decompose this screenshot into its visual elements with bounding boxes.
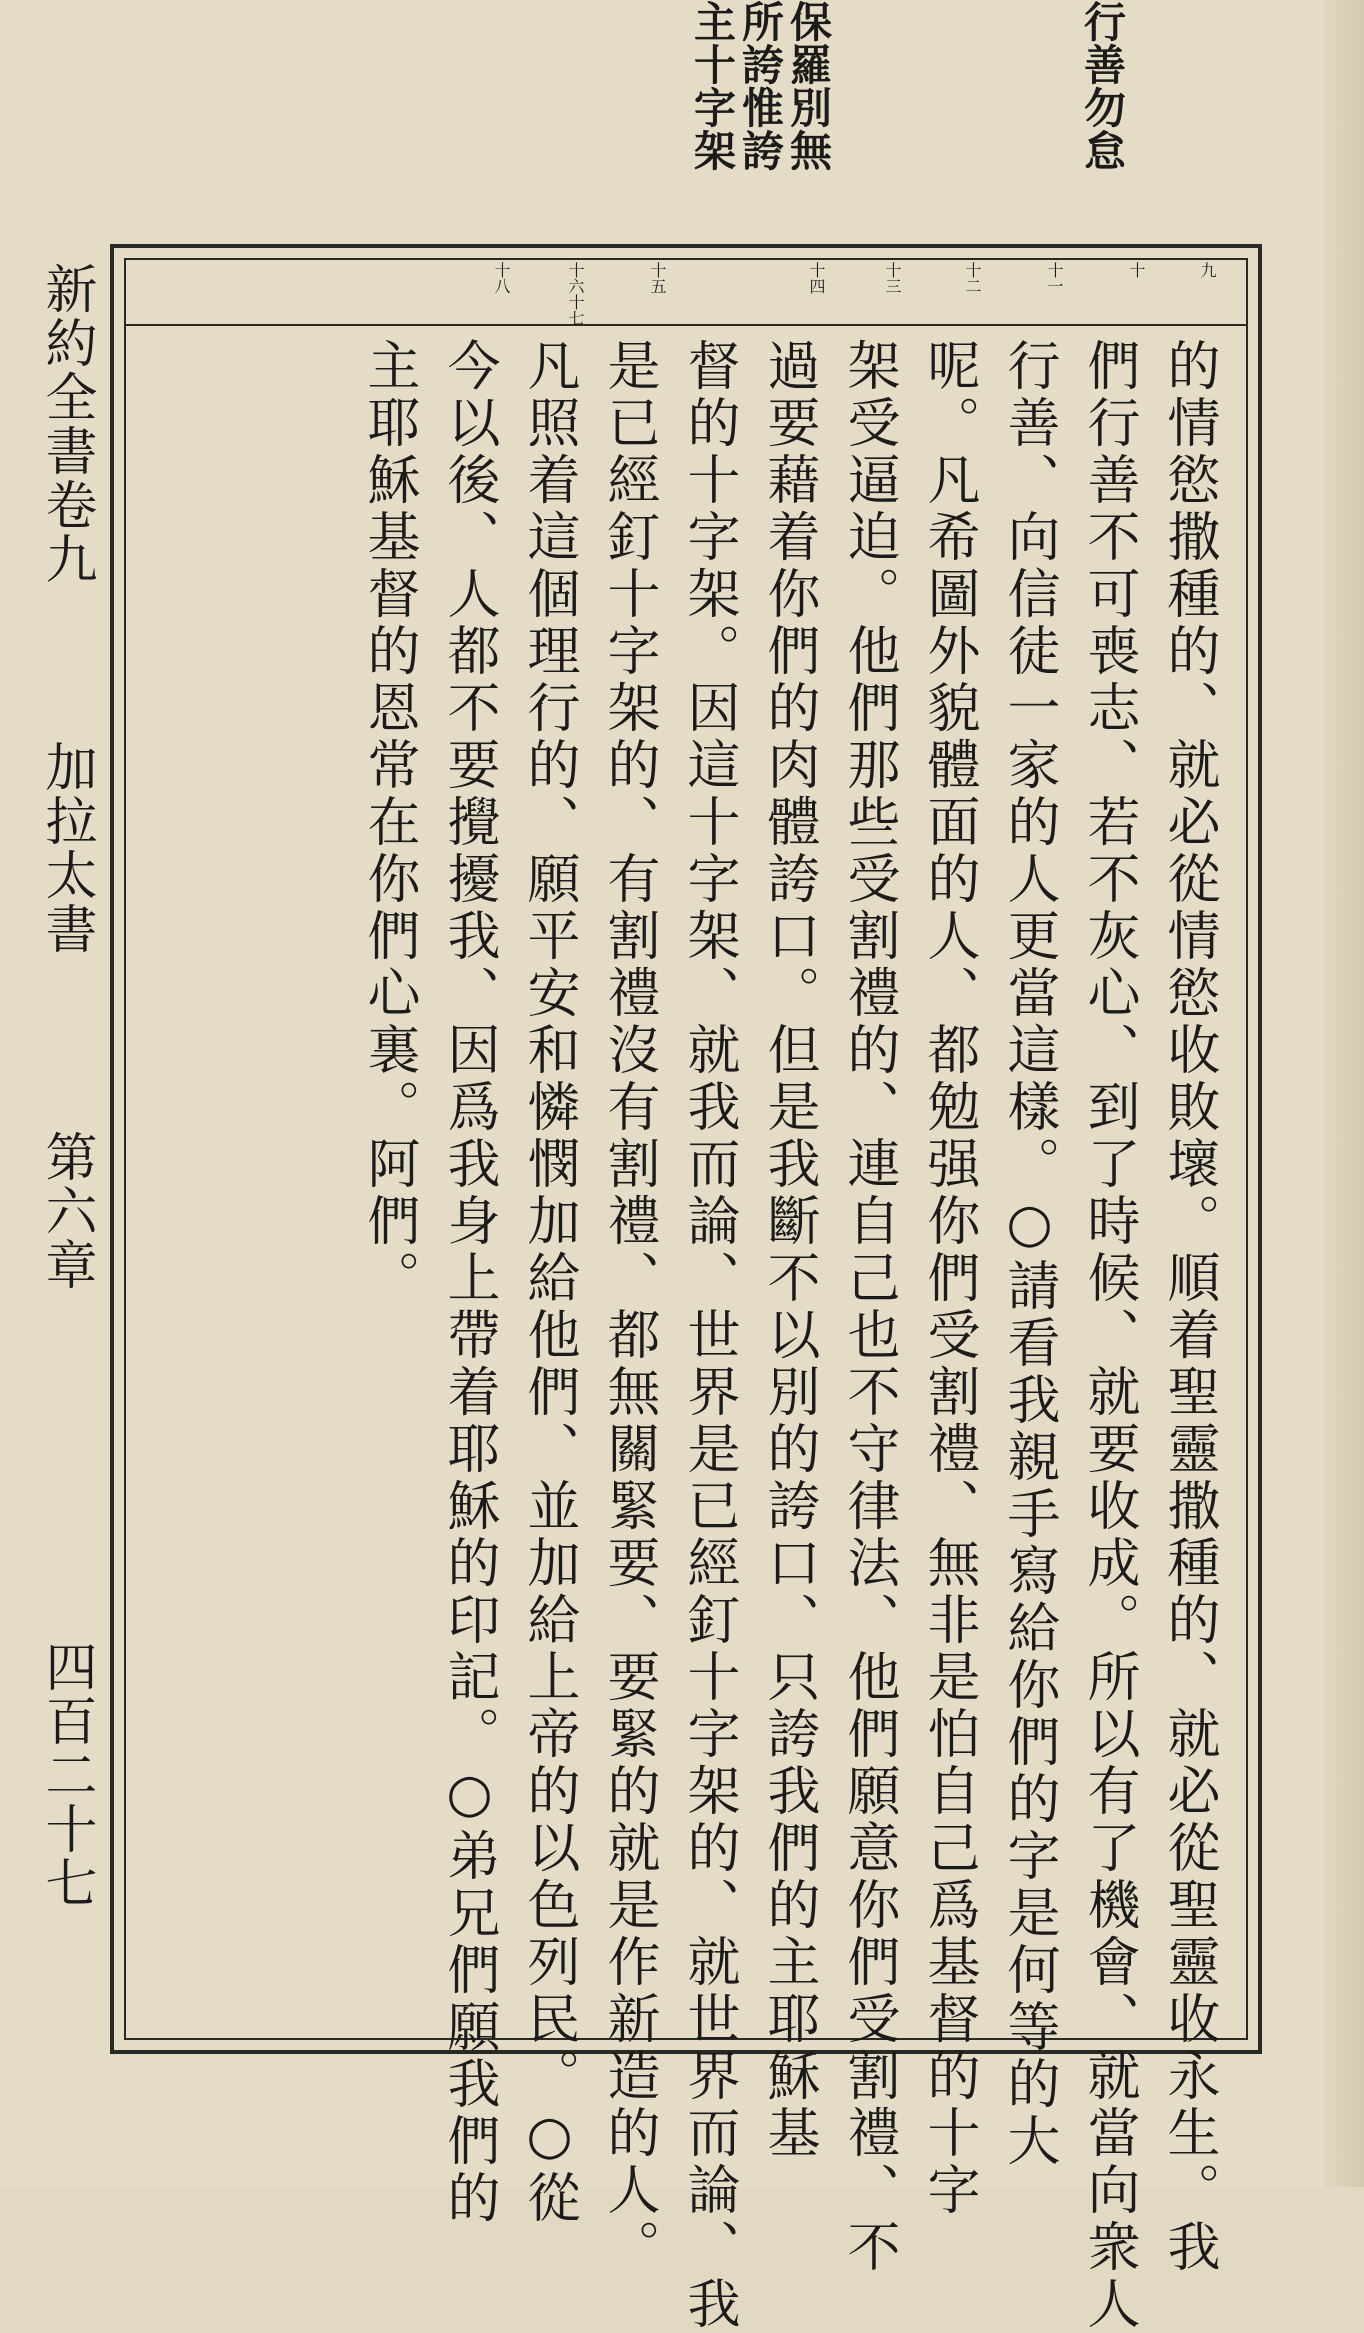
epistle-title: 加拉太書	[36, 740, 96, 956]
text-column: 呢。凡希圖外貌體面的人、都勉强你們受割禮、無非是怕自己爲基督的十字	[919, 338, 980, 2219]
headnote-line: 主十字架	[688, 0, 737, 172]
text-column: 今以後、人都不要攪擾我、因爲我身上帶着耶穌的印記。○弟兄們願我們的	[439, 338, 500, 2227]
headnote-boast-cross	[688, 0, 832, 220]
text-column: 主耶穌基督的恩常在你們心裏。阿們。	[359, 338, 420, 1307]
text-column: 行善、向信徒一家的人更當這樣。○請看我親手寫給你們的字是何等的大	[999, 338, 1060, 2170]
text-column: 督的十字架。因這十字架、就我而論、世界是已經釘十字架的、就世界而論、我	[679, 338, 740, 2333]
text-column: 們行善不可喪志、若不灰心、到了時候、就要收成。所以有了機會、就當向衆人	[1079, 338, 1140, 2333]
text-column: 是已經釘十字架的、有割禮沒有割禮、都無關緊要、要緊的就是作新造的人。	[599, 338, 660, 2276]
verse-number: 十六十七	[566, 262, 585, 326]
bleed-through-text	[232, 40, 278, 240]
verse-number: 十三	[883, 262, 902, 294]
text-column: 的情慾撒種的、就必從情慾收敗壞。順着聖靈撒種的、就必從聖靈收永生。我	[1159, 338, 1220, 2276]
verse-number: 十四	[807, 262, 826, 294]
book-name: 新約全書卷九	[36, 262, 96, 586]
text-frame	[110, 244, 1262, 2333]
page-edge	[1324, 0, 1364, 2187]
verse-number: 十二	[963, 262, 982, 294]
verse-band-divider	[124, 324, 1248, 326]
headnote-do-good	[1078, 0, 1126, 220]
text-column: 架受逼迫。他們那些受割禮的、連自己也不守律法、他們願意你們受割禮、不	[839, 338, 900, 2276]
headnote-line: 所誇惟誇	[736, 0, 785, 172]
verse-number: 十一	[1045, 262, 1064, 294]
page-number: 四百二十七	[36, 1640, 96, 1910]
verse-number: 九	[1198, 262, 1217, 278]
text-column: 凡照着這個理行的、願平安和憐憫加給他們、並加給上帝的以色列民。○從	[519, 338, 580, 2227]
verse-number: 十	[1127, 262, 1146, 278]
headnote-line: 保羅別無	[784, 0, 833, 172]
text-column: 過要藉着你們的肉體誇口。但是我斷不以別的誇口、只誇我們的主耶穌基	[759, 338, 820, 2162]
verse-number: 十五	[648, 262, 667, 294]
verse-number: 十八	[492, 262, 511, 294]
chapter-label: 第六章	[36, 1130, 96, 1292]
headnote-line: 行善勿怠	[1078, 0, 1127, 172]
